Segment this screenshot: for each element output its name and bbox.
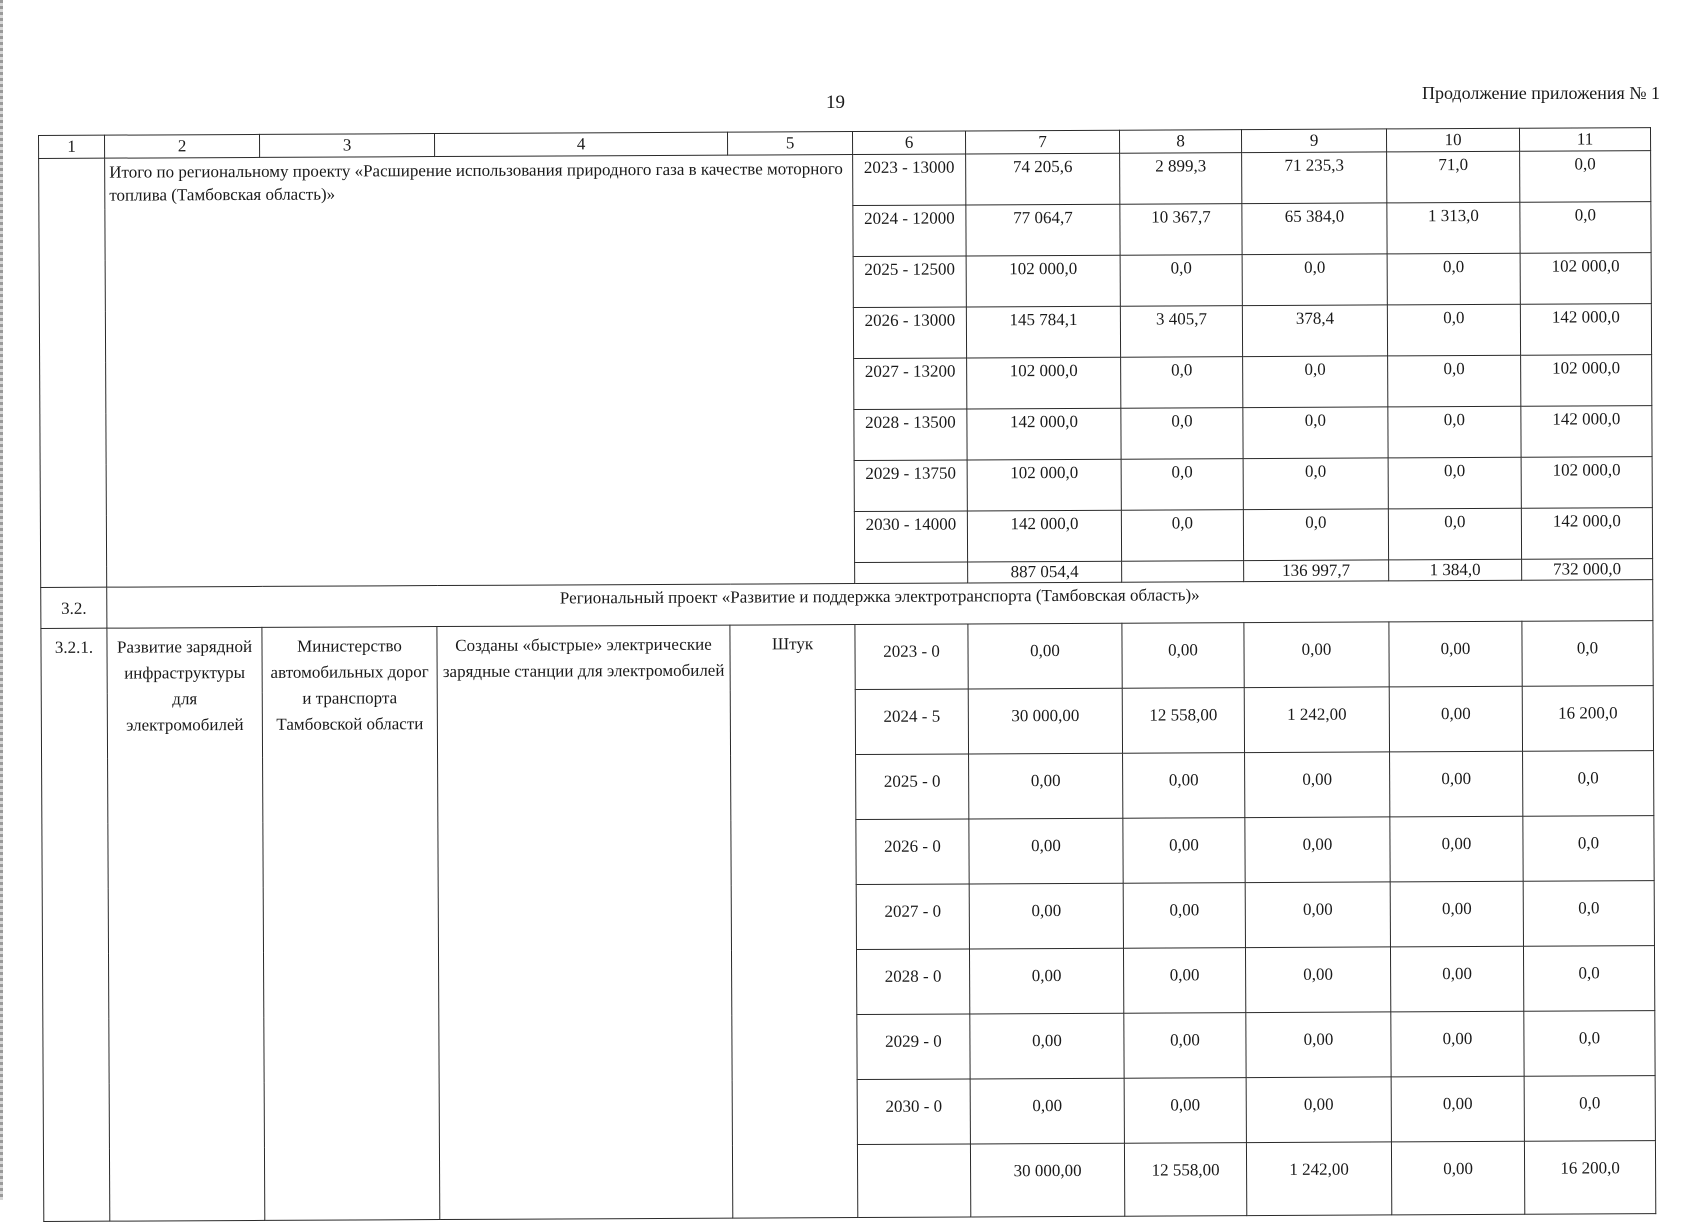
year-cell: 2028 - 0 bbox=[856, 949, 969, 1015]
column-number: 5 bbox=[727, 132, 852, 156]
value-cell: 12 558,00 bbox=[1122, 688, 1244, 754]
value-cell: 0,0 bbox=[1243, 356, 1388, 408]
section-title: Региональный проект «Развитие и поддержка электротранспорта (Тамбовская область)» bbox=[107, 580, 1653, 629]
value-cell: 0,00 bbox=[1389, 621, 1522, 687]
value-cell: 0,0 bbox=[1388, 457, 1521, 509]
value-cell: 71,0 bbox=[1387, 151, 1520, 203]
column-number: 1 bbox=[39, 135, 105, 158]
value-cell: 0,0 bbox=[1387, 304, 1520, 356]
value-cell: 102 000,0 bbox=[1521, 457, 1652, 509]
column-number: 8 bbox=[1119, 130, 1241, 154]
value-cell: 0,00 bbox=[1245, 817, 1390, 883]
value-cell: 2 899,3 bbox=[1120, 153, 1242, 205]
year-cell: 2025 - 12500 bbox=[853, 256, 966, 308]
value-cell: 0,0 bbox=[1523, 751, 1654, 817]
item-number: 3.2.1. bbox=[41, 628, 110, 1221]
value-cell: 142 000,0 bbox=[1521, 508, 1652, 560]
value-cell: 77 064,7 bbox=[966, 204, 1120, 256]
value-cell: 0,00 bbox=[969, 818, 1123, 884]
value-cell: 30 000,00 bbox=[968, 688, 1122, 754]
value-cell: 0,00 bbox=[970, 1013, 1124, 1079]
value-cell: 0,0 bbox=[1524, 1076, 1655, 1142]
value-cell: 0,0 bbox=[1121, 357, 1243, 409]
total-value-cell: 30 000,00 bbox=[970, 1143, 1124, 1217]
value-cell: 0,0 bbox=[1121, 510, 1243, 562]
total-value-cell: 887 054,4 bbox=[968, 561, 1122, 583]
value-cell: 0,00 bbox=[1390, 946, 1523, 1012]
value-cell: 0,00 bbox=[1391, 1011, 1524, 1077]
value-cell: 0,0 bbox=[1243, 458, 1388, 510]
value-cell: 0,00 bbox=[969, 883, 1123, 949]
value-cell: 0,0 bbox=[1243, 509, 1388, 561]
year-cell: 2029 - 0 bbox=[857, 1014, 970, 1080]
year-cell bbox=[855, 562, 968, 584]
value-cell: 0,00 bbox=[969, 753, 1123, 819]
value-cell: 65 384,0 bbox=[1242, 203, 1387, 255]
value-cell: 142 000,0 bbox=[1520, 304, 1651, 356]
value-cell: 0,0 bbox=[1520, 151, 1651, 203]
column-number: 2 bbox=[105, 134, 260, 158]
year-cell: 2028 - 13500 bbox=[854, 409, 967, 461]
project-total-label: Итого по региональному проекту «Расширение использования природного газа в качестве моторного топлива (Тамбовская область)» bbox=[105, 155, 855, 588]
value-cell: 0,0 bbox=[1523, 946, 1654, 1012]
budget-table bbox=[38, 127, 1656, 1222]
value-cell: 0,0 bbox=[1388, 355, 1521, 407]
year-cell bbox=[857, 1144, 970, 1218]
value-cell: 145 784,1 bbox=[966, 306, 1120, 358]
value-cell: 0,00 bbox=[1124, 1078, 1246, 1144]
value-cell: 378,4 bbox=[1242, 305, 1387, 357]
item-unit: Штук bbox=[730, 625, 858, 1219]
value-cell: 0,0 bbox=[1523, 881, 1654, 947]
value-cell: 102 000,0 bbox=[967, 357, 1121, 409]
year-cell: 2029 - 13750 bbox=[854, 460, 967, 512]
year-cell: 2027 - 13200 bbox=[854, 358, 967, 410]
year-cell: 2024 - 12000 bbox=[853, 205, 966, 257]
appendix-note: Продолжение приложения № 1 bbox=[1421, 83, 1660, 103]
scan-edge bbox=[0, 0, 3, 1200]
value-cell: 0,0 bbox=[1242, 254, 1387, 306]
year-cell: 2030 - 14000 bbox=[854, 511, 967, 563]
value-cell: 0,0 bbox=[1388, 508, 1521, 560]
section-number: 3.2. bbox=[41, 587, 107, 628]
year-cell: 2026 - 0 bbox=[856, 819, 969, 885]
value-cell: 0,0 bbox=[1120, 255, 1242, 307]
value-cell: 1 313,0 bbox=[1387, 202, 1520, 254]
total-value-cell: 136 997,7 bbox=[1244, 560, 1389, 582]
column-number: 11 bbox=[1519, 128, 1650, 152]
value-cell: 0,00 bbox=[1391, 1076, 1524, 1142]
value-cell: 0,00 bbox=[969, 948, 1123, 1014]
year-cell: 2030 - 0 bbox=[857, 1079, 970, 1145]
total-value-cell: 16 200,0 bbox=[1524, 1141, 1655, 1215]
value-cell: 0,00 bbox=[1123, 753, 1245, 819]
value-cell: 0,0 bbox=[1524, 1011, 1655, 1077]
total-value-cell: 0,00 bbox=[1391, 1141, 1524, 1215]
value-cell: 0,0 bbox=[1121, 408, 1243, 460]
year-cell: 2023 - 13000 bbox=[853, 154, 966, 206]
value-cell: 0,00 bbox=[1244, 622, 1389, 688]
value-cell: 0,00 bbox=[1124, 1013, 1246, 1079]
column-number: 10 bbox=[1386, 128, 1519, 152]
value-cell: 0,00 bbox=[1246, 1012, 1391, 1078]
value-cell: 0,0 bbox=[1388, 406, 1521, 458]
total-value-cell: 732 000,0 bbox=[1522, 559, 1653, 581]
table-row bbox=[39, 151, 1651, 210]
total-value-cell: 1 384,0 bbox=[1389, 559, 1522, 581]
year-cell: 2024 - 5 bbox=[855, 689, 968, 755]
total-value-cell: 1 242,00 bbox=[1246, 1142, 1391, 1216]
value-cell: 0,0 bbox=[1121, 459, 1243, 511]
value-cell: 0,00 bbox=[1389, 686, 1522, 752]
value-cell: 0,00 bbox=[1245, 752, 1390, 818]
value-cell: 0,00 bbox=[1390, 816, 1523, 882]
page-number: 19 bbox=[826, 92, 845, 113]
value-cell: 0,00 bbox=[968, 623, 1122, 689]
value-cell: 0,00 bbox=[1122, 623, 1244, 689]
value-cell: 74 205,6 bbox=[966, 153, 1120, 205]
value-cell: 71 235,3 bbox=[1242, 152, 1387, 204]
value-cell: 0,00 bbox=[970, 1078, 1124, 1144]
year-cell: 2025 - 0 bbox=[856, 754, 969, 820]
item-name: Развитие зарядной инфраструктуры для электромобилей bbox=[107, 627, 265, 1221]
value-cell: 0,00 bbox=[1123, 948, 1245, 1014]
column-number: 6 bbox=[852, 131, 965, 155]
value-cell: 0,0 bbox=[1520, 202, 1651, 254]
value-cell: 16 200,0 bbox=[1522, 686, 1653, 752]
year-cell: 2023 - 0 bbox=[855, 624, 968, 690]
item-result: Созданы «быстрые» электрические зарядные станции для электромобилей bbox=[437, 625, 733, 1219]
value-cell: 3 405,7 bbox=[1120, 306, 1242, 358]
value-cell: 102 000,0 bbox=[1520, 253, 1651, 305]
value-cell: 0,00 bbox=[1245, 882, 1390, 948]
value-cell: 142 000,0 bbox=[1521, 406, 1652, 458]
value-cell: 0,00 bbox=[1246, 1077, 1391, 1143]
value-cell: 0,0 bbox=[1523, 816, 1654, 882]
value-cell: 102 000,0 bbox=[967, 459, 1121, 511]
empty-cell bbox=[39, 158, 107, 587]
column-number: 3 bbox=[259, 134, 434, 158]
value-cell: 0,0 bbox=[1243, 407, 1388, 459]
column-number: 7 bbox=[965, 130, 1119, 154]
value-cell: 142 000,0 bbox=[967, 510, 1121, 562]
value-cell: 0,0 bbox=[1522, 621, 1653, 687]
value-cell: 10 367,7 bbox=[1120, 204, 1242, 256]
column-number: 4 bbox=[434, 132, 727, 156]
value-cell: 142 000,0 bbox=[967, 408, 1121, 460]
value-cell: 0,00 bbox=[1245, 947, 1390, 1013]
year-cell: 2026 - 13000 bbox=[853, 307, 966, 359]
total-value-cell: 12 558,00 bbox=[1124, 1143, 1246, 1217]
year-cell: 2027 - 0 bbox=[856, 884, 969, 950]
column-number: 9 bbox=[1241, 129, 1386, 153]
item-executor: Министерство автомобильных дорог и транспорта Тамбовской области bbox=[262, 627, 440, 1221]
value-cell: 0,00 bbox=[1390, 881, 1523, 947]
value-cell: 0,00 bbox=[1123, 818, 1245, 884]
value-cell: 1 242,00 bbox=[1244, 687, 1389, 753]
total-value-cell bbox=[1122, 561, 1244, 583]
value-cell: 102 000,0 bbox=[966, 255, 1120, 307]
value-cell: 0,00 bbox=[1390, 751, 1523, 817]
table-row bbox=[41, 621, 1653, 694]
value-cell: 0,00 bbox=[1123, 883, 1245, 949]
value-cell: 0,0 bbox=[1387, 253, 1520, 305]
value-cell: 102 000,0 bbox=[1521, 355, 1652, 407]
